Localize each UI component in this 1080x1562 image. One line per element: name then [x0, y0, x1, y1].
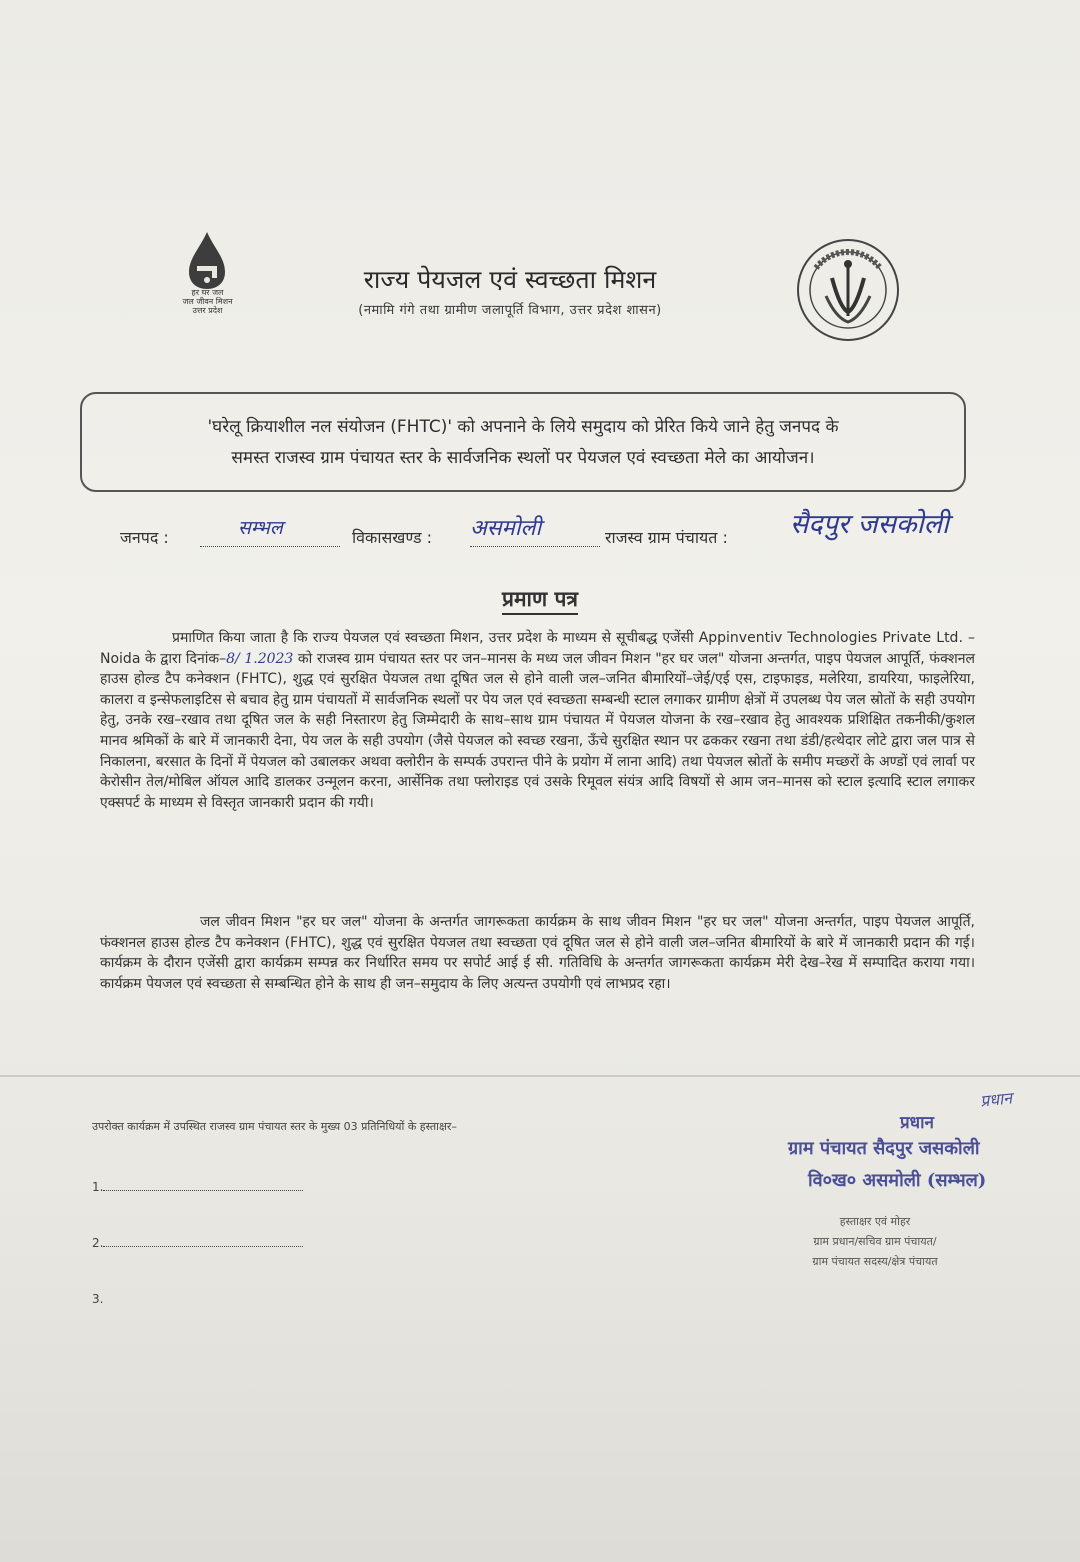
certificate-paragraph-2 [100, 912, 975, 994]
para1-before-date: प्रमाणित किया जाता है कि राज्य पेयजल एवं स्वच्छता मिशन, उत्तर प्रदेश के माध्यम से सूचीबद्ध एजेंसी Appinventiv Technologies Private Ltd. – Noida के द्वारा दिनांक– [100, 630, 975, 667]
logo-tagline-2: जल जीवन मिशन [182, 297, 233, 306]
janpad-value: सम्भल [238, 517, 283, 539]
representative-signature-2: 2. [92, 1236, 303, 1250]
mission-subtitle: (नमामि गंगे तथा ग्रामीण जलापूर्ति विभाग, उत्तर प्रदेश शासन) [358, 303, 662, 318]
location-fields [120, 509, 1020, 556]
event-description-line-1: 'घरेलू क्रियाशील नल संयोजन (FHTC)' को अपनाने के लिये समुदाय को प्रेरित किये जाने हेतु जनपद के [207, 417, 839, 437]
janpad-label: जनपद : [120, 528, 169, 547]
certificate-title: प्रमाण पत्र [0, 585, 1080, 613]
event-date: 8/ 1.2023 [226, 650, 294, 667]
mission-title: राज्य पेयजल एवं स्वच्छता मिशन [363, 265, 657, 294]
representative-signature-3: 3. [92, 1292, 104, 1306]
vikaskhand-label: विकासखण्ड : [352, 528, 433, 547]
event-description-box [80, 392, 966, 492]
signature-designation-3: ग्राम पंचायत सदस्य/क्षेत्र पंचायत [812, 1255, 938, 1268]
pradhan-stamp [780, 1088, 1080, 1218]
representative-signature-1: 1. [92, 1180, 303, 1194]
para1-after-date: को राजस्व ग्राम पंचायत स्तर पर जन–मानस के मध्य जल जीवन मिशन "हर घर जल" योजना अन्तर्गत, पाइप पेयजल आपूर्ति, फंक्शनल हाउस होल्ड टैप कनेक्शन (FHTC), शुद्ध एवं सुरक्षित पेयजल तथा दूषित जल से होने वाली जल–जनित बीमारियों–जेई/एई एस, टाइफाइड, मलेरिया, डायरिया, फाइलेरिया, कालरा व इन्सेफलाइटिस से बचाव हेतु ग्राम पंचायतों में सार्वजनिक स्थलों पर पेय जल एवं स्वच्छता सम्बन्धी स्टाल लगाकर ग्रामीण क्षेत्रों में उपलब्ध पेय जल स्रोतों के सही उपयोग हेतु, उनके रख–रखाव तथा दूषित जल के सही निस्तारण हेतु जिम्मेदारी के साथ–साथ ग्राम पंचायत में पेयजल योजना के रख–रखाव हेतु आवश्यक प्रशिक्षित तकनीकी/कुशल मानव श्रमिकों के बारे में जानकारी देना, पेय जल के सही उपयोग (जैसे पेयजल को स्वच्छ रखना, ऊँचे सुरक्षित स्थान पर ढककर रखना तथा डंडी/हत्थेदार लोटे द्वारा जल पात्र से निकालना, बरसात के दिनों में पेयजल को उबालकर अथवा क्लोरीन के सम्पर्क उपरान्त पीने के प्रयोग में लाना आदि) तथा पेयजल स्रोतों के समीप मच्छरों के अण्डों एवं लार्वा पर केरोसीन तेल/मोबिल ऑयल आदि डालकर उन्मूलन करना, आर्सेनिक तथा फ्लोराइड एवं उसके रिमूवल संयंत्र आदि विषयों से आम जन–मानस को स्टाल इत्यादि स्टाल लगाकर एक्सपर्ट के माध्यम से विस्तृत जानकारी प्रदान की गयी। [100, 650, 976, 811]
signature-designation [715, 1212, 1035, 1272]
vikaskhand-value: असमोली [470, 516, 542, 541]
signature-designation-2: ग्राम प्रधान/सचिव ग्राम पंचायत/ [813, 1235, 937, 1248]
paper-fold [0, 1075, 1080, 1077]
stamp-line-1: प्रधान [900, 1113, 934, 1133]
stamp-line-2: ग्राम पंचायत सैदपुर जसकोली [788, 1138, 980, 1159]
para2-text: जल जीवन मिशन "हर घर जल" योजना के अन्तर्गत जागरूकता कार्यक्रम के साथ जीवन मिशन "हर घर जल" योजना अन्तर्गत, पाइप पेयजल आपूर्ति, फंक्शनल हाउस होल्ड टैप कनेक्शन (FHTC), शुद्ध एवं सुरक्षित पेयजल तथा स्वच्छता एवं दूषित जल से होने वाली जल–जनित बीमारियों के बारे में जानकारी प्रदान की गई। कार्यक्रम के दौरान एजेंसी द्वारा कार्यक्रम सम्पन्न कर निर्धारित समय पर सपोर्ट आई ई सी. गतिविधि के अन्तर्गत जागरूकता कार्यक्रम मेरी देख–रेख में सम्पादित कराया गया। कार्यक्रम पेयजल एवं स्वच्छता से सम्बन्धित होने के साथ ही जन–समुदाय के लिए अत्यन्त उपयोगी एवं लाभप्रद रहा। [100, 914, 975, 992]
signature-designation-1: हस्ताक्षर एवं मोहर [839, 1215, 911, 1228]
pradhan-signature: प्रधान [979, 1088, 1013, 1111]
logo-tagline-1: हर घर जल [191, 288, 224, 297]
event-description-line-2: समस्त राजस्व ग्राम पंचायत स्तर के सार्वजनिक स्थलों पर पेयजल एवं स्वच्छता मेले का आयोजन। [231, 448, 815, 468]
logo-tagline-3: उत्तर प्रदेश [192, 306, 223, 315]
certificate-paragraph-1 [100, 628, 975, 813]
panchayat-label: राजस्व ग्राम पंचायत : [605, 528, 728, 547]
representatives-intro: उपरोक्त कार्यक्रम में उपस्थित राजस्व ग्राम पंचायत स्तर के मुख्य 03 प्रतिनिधियों के हस्ताक्षर– [92, 1120, 457, 1133]
stamp-line-3: वि०ख० असमोली (सम्भल) [808, 1170, 987, 1191]
panchayat-value: सैदपुर जसकोली [790, 509, 949, 540]
